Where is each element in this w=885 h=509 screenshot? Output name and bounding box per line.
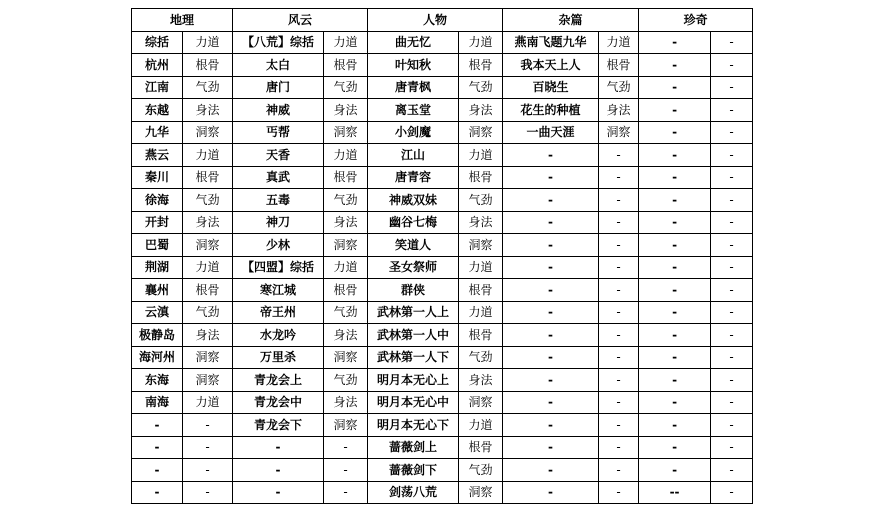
miscellany-item-name: -	[503, 481, 599, 504]
geography-item-name: 襄州	[132, 279, 183, 302]
miscellany-item-name: -	[503, 144, 599, 167]
fengyun-item-name: 水龙吟	[233, 324, 324, 347]
characters-item-name: 武林第一人下	[368, 346, 459, 369]
rarities-attribute: -	[711, 414, 753, 437]
geography-attribute: 气劲	[183, 189, 233, 212]
rarities-item-name: -	[639, 346, 711, 369]
miscellany-attribute: -	[599, 166, 639, 189]
fengyun-attribute: -	[324, 459, 368, 482]
fengyun-attribute: -	[324, 481, 368, 504]
geography-item-name: 徐海	[132, 189, 183, 212]
table-header	[132, 9, 753, 32]
characters-attribute: 根骨	[459, 166, 503, 189]
geography-attribute: 洞察	[183, 121, 233, 144]
rarities-item-name: -	[639, 256, 711, 279]
table-row	[132, 346, 753, 369]
geography-item-name: 杭州	[132, 54, 183, 77]
rarities-item-name: -	[639, 459, 711, 482]
miscellany-item-name: -	[503, 234, 599, 257]
fengyun-item-name: 青龙会下	[233, 414, 324, 437]
column-header-fengyun: 风云	[233, 9, 368, 32]
miscellany-item-name: -	[503, 189, 599, 212]
geography-item-name: 巴蜀	[132, 234, 183, 257]
characters-attribute: 力道	[459, 144, 503, 167]
characters-item-name: 幽谷七梅	[368, 211, 459, 234]
table-row	[132, 121, 753, 144]
geography-item-name: 极静岛	[132, 324, 183, 347]
rarities-item-name: -	[639, 189, 711, 212]
characters-attribute: 根骨	[459, 279, 503, 302]
rarities-attribute: -	[711, 324, 753, 347]
fengyun-item-name: 五毒	[233, 189, 324, 212]
geography-attribute: 力道	[183, 31, 233, 54]
fengyun-attribute: 力道	[324, 31, 368, 54]
table-body	[132, 31, 753, 504]
characters-item-name: 神威双妹	[368, 189, 459, 212]
miscellany-attribute: -	[599, 301, 639, 324]
characters-item-name: 明月本无心中	[368, 391, 459, 414]
column-header-characters: 人物	[368, 9, 503, 32]
miscellany-item-name: -	[503, 256, 599, 279]
fengyun-attribute: 力道	[324, 256, 368, 279]
miscellany-item-name: -	[503, 391, 599, 414]
miscellany-attribute: -	[599, 324, 639, 347]
table-row	[132, 256, 753, 279]
geography-attribute: 洞察	[183, 346, 233, 369]
fengyun-item-name: -	[233, 481, 324, 504]
rarities-item-name: -	[639, 391, 711, 414]
miscellany-attribute: 根骨	[599, 54, 639, 77]
geography-item-name: 开封	[132, 211, 183, 234]
geography-item-name: 荆湖	[132, 256, 183, 279]
table-row	[132, 369, 753, 392]
miscellany-attribute: -	[599, 189, 639, 212]
rarities-attribute: -	[711, 76, 753, 99]
geography-attribute: -	[183, 414, 233, 437]
fengyun-attribute: -	[324, 436, 368, 459]
characters-item-name: 群侠	[368, 279, 459, 302]
geography-attribute: 力道	[183, 391, 233, 414]
miscellany-item-name: -	[503, 324, 599, 347]
rarities-attribute: -	[711, 121, 753, 144]
fengyun-attribute: 身法	[324, 211, 368, 234]
geography-attribute: 身法	[183, 324, 233, 347]
fengyun-item-name: 神威	[233, 99, 324, 122]
miscellany-item-name: -	[503, 346, 599, 369]
fengyun-item-name: 【四盟】综括	[233, 256, 324, 279]
characters-attribute: 力道	[459, 31, 503, 54]
characters-item-name: 曲无忆	[368, 31, 459, 54]
fengyun-attribute: 气劲	[324, 76, 368, 99]
table-row	[132, 459, 753, 482]
miscellany-attribute: -	[599, 459, 639, 482]
miscellany-item-name: 百晓生	[503, 76, 599, 99]
fengyun-item-name: 天香	[233, 144, 324, 167]
fengyun-item-name: 寒江城	[233, 279, 324, 302]
miscellany-attribute: 身法	[599, 99, 639, 122]
table-row	[132, 76, 753, 99]
characters-attribute: 力道	[459, 301, 503, 324]
characters-attribute: 力道	[459, 414, 503, 437]
rarities-attribute: -	[711, 211, 753, 234]
fengyun-item-name: 青龙会中	[233, 391, 324, 414]
geography-item-name: 东越	[132, 99, 183, 122]
characters-item-name: 唐青枫	[368, 76, 459, 99]
fengyun-item-name: -	[233, 436, 324, 459]
fengyun-attribute: 根骨	[324, 166, 368, 189]
rarities-attribute: -	[711, 346, 753, 369]
rarities-item-name: -	[639, 279, 711, 302]
geography-attribute: 洞察	[183, 234, 233, 257]
rarities-attribute: -	[711, 256, 753, 279]
fengyun-item-name: 【八荒】综括	[233, 31, 324, 54]
geography-item-name: 秦川	[132, 166, 183, 189]
fengyun-item-name: 太白	[233, 54, 324, 77]
characters-item-name: 圣女祭师	[368, 256, 459, 279]
fengyun-attribute: 洞察	[324, 234, 368, 257]
geography-attribute: 根骨	[183, 54, 233, 77]
geography-attribute: 根骨	[183, 279, 233, 302]
geography-attribute: 气劲	[183, 301, 233, 324]
table-row	[132, 99, 753, 122]
miscellany-item-name: -	[503, 166, 599, 189]
column-header-rarities: 珍奇	[639, 9, 753, 32]
table-row	[132, 144, 753, 167]
characters-attribute: 身法	[459, 99, 503, 122]
geography-item-name: 综括	[132, 31, 183, 54]
table-row	[132, 279, 753, 302]
rarities-attribute: -	[711, 279, 753, 302]
characters-attribute: 气劲	[459, 459, 503, 482]
fengyun-attribute: 根骨	[324, 279, 368, 302]
characters-attribute: 洞察	[459, 234, 503, 257]
geography-item-name: -	[132, 481, 183, 504]
geography-item-name: -	[132, 459, 183, 482]
miscellany-attribute: -	[599, 279, 639, 302]
header-row	[132, 9, 753, 32]
geography-attribute: 气劲	[183, 76, 233, 99]
table-row	[132, 436, 753, 459]
miscellany-item-name: -	[503, 369, 599, 392]
table-row	[132, 414, 753, 437]
miscellany-attribute: -	[599, 144, 639, 167]
rarities-attribute: -	[711, 99, 753, 122]
table-row	[132, 481, 753, 504]
characters-attribute: 洞察	[459, 481, 503, 504]
characters-item-name: 明月本无心下	[368, 414, 459, 437]
fengyun-attribute: 气劲	[324, 369, 368, 392]
rarities-attribute: -	[711, 144, 753, 167]
rarities-item-name: -	[639, 166, 711, 189]
miscellany-attribute: -	[599, 234, 639, 257]
fengyun-attribute: 身法	[324, 99, 368, 122]
fengyun-attribute: 根骨	[324, 54, 368, 77]
attribute-table	[131, 8, 753, 504]
characters-attribute: 气劲	[459, 189, 503, 212]
miscellany-attribute: -	[599, 481, 639, 504]
geography-attribute: 根骨	[183, 166, 233, 189]
miscellany-attribute: -	[599, 391, 639, 414]
characters-item-name: 笑道人	[368, 234, 459, 257]
geography-item-name: -	[132, 436, 183, 459]
table-row	[132, 54, 753, 77]
geography-item-name: 东海	[132, 369, 183, 392]
column-header-geography: 地理	[132, 9, 233, 32]
fengyun-item-name: 神刀	[233, 211, 324, 234]
characters-attribute: 身法	[459, 211, 503, 234]
rarities-attribute: -	[711, 54, 753, 77]
characters-item-name: 剑荡八荒	[368, 481, 459, 504]
characters-item-name: 蔷薇剑下	[368, 459, 459, 482]
geography-item-name: 海河州	[132, 346, 183, 369]
geography-attribute: 身法	[183, 211, 233, 234]
fengyun-attribute: 身法	[324, 391, 368, 414]
fengyun-attribute: 洞察	[324, 414, 368, 437]
rarities-attribute: -	[711, 189, 753, 212]
characters-attribute: 洞察	[459, 121, 503, 144]
characters-attribute: 气劲	[459, 76, 503, 99]
miscellany-item-name: 花生的种植	[503, 99, 599, 122]
geography-attribute: 身法	[183, 99, 233, 122]
geography-item-name: 九华	[132, 121, 183, 144]
rarities-item-name: -	[639, 31, 711, 54]
fengyun-attribute: 气劲	[324, 189, 368, 212]
fengyun-item-name: 青龙会上	[233, 369, 324, 392]
characters-attribute: 身法	[459, 369, 503, 392]
fengyun-item-name: 万里杀	[233, 346, 324, 369]
rarities-attribute: -	[711, 369, 753, 392]
rarities-item-name: -	[639, 144, 711, 167]
characters-item-name: 离玉堂	[368, 99, 459, 122]
fengyun-item-name: 少林	[233, 234, 324, 257]
rarities-item-name: -	[639, 301, 711, 324]
rarities-attribute: -	[711, 31, 753, 54]
characters-item-name: 小剑魔	[368, 121, 459, 144]
rarities-item-name: -	[639, 414, 711, 437]
miscellany-attribute: -	[599, 369, 639, 392]
miscellany-item-name: -	[503, 211, 599, 234]
column-header-miscellany: 杂篇	[503, 9, 639, 32]
geography-attribute: -	[183, 459, 233, 482]
characters-attribute: 力道	[459, 256, 503, 279]
fengyun-attribute: 身法	[324, 324, 368, 347]
characters-attribute: 气劲	[459, 346, 503, 369]
rarities-item-name: -	[639, 121, 711, 144]
geography-attribute: 力道	[183, 256, 233, 279]
geography-item-name: 南海	[132, 391, 183, 414]
miscellany-item-name: 我本天上人	[503, 54, 599, 77]
geography-attribute: 力道	[183, 144, 233, 167]
table-row	[132, 391, 753, 414]
miscellany-attribute: 力道	[599, 31, 639, 54]
rarities-attribute: -	[711, 481, 753, 504]
rarities-attribute: -	[711, 391, 753, 414]
geography-attribute: -	[183, 436, 233, 459]
geography-item-name: 云滇	[132, 301, 183, 324]
fengyun-attribute: 洞察	[324, 121, 368, 144]
miscellany-item-name: -	[503, 301, 599, 324]
rarities-item-name: -	[639, 211, 711, 234]
fengyun-attribute: 力道	[324, 144, 368, 167]
fengyun-item-name: 真武	[233, 166, 324, 189]
geography-item-name: 江南	[132, 76, 183, 99]
rarities-item-name: -	[639, 54, 711, 77]
table-row	[132, 324, 753, 347]
table-row	[132, 211, 753, 234]
table-row	[132, 189, 753, 212]
fengyun-item-name: 帝王州	[233, 301, 324, 324]
characters-item-name: 武林第一人上	[368, 301, 459, 324]
characters-item-name: 武林第一人中	[368, 324, 459, 347]
miscellany-item-name: -	[503, 436, 599, 459]
characters-attribute: 根骨	[459, 54, 503, 77]
geography-item-name: -	[132, 414, 183, 437]
fengyun-item-name: -	[233, 459, 324, 482]
miscellany-attribute: 洞察	[599, 121, 639, 144]
fengyun-attribute: 气劲	[324, 301, 368, 324]
characters-item-name: 蔷薇剑上	[368, 436, 459, 459]
rarities-attribute: -	[711, 301, 753, 324]
characters-item-name: 叶知秋	[368, 54, 459, 77]
miscellany-attribute: -	[599, 211, 639, 234]
rarities-attribute: -	[711, 166, 753, 189]
fengyun-attribute: 洞察	[324, 346, 368, 369]
characters-item-name: 唐青容	[368, 166, 459, 189]
rarities-item-name: -	[639, 369, 711, 392]
rarities-attribute: -	[711, 234, 753, 257]
geography-attribute: 洞察	[183, 369, 233, 392]
fengyun-item-name: 丐帮	[233, 121, 324, 144]
characters-item-name: 明月本无心上	[368, 369, 459, 392]
miscellany-attribute: 气劲	[599, 76, 639, 99]
miscellany-item-name: -	[503, 459, 599, 482]
miscellany-item-name: -	[503, 279, 599, 302]
miscellany-attribute: -	[599, 346, 639, 369]
geography-attribute: -	[183, 481, 233, 504]
characters-attribute: 根骨	[459, 436, 503, 459]
miscellany-item-name: -	[503, 414, 599, 437]
geography-item-name: 燕云	[132, 144, 183, 167]
rarities-item-name: -	[639, 234, 711, 257]
rarities-item-name: -	[639, 99, 711, 122]
miscellany-item-name: 燕南飞题九华	[503, 31, 599, 54]
rarities-item-name: --	[639, 481, 711, 504]
table-row	[132, 234, 753, 257]
miscellany-attribute: -	[599, 256, 639, 279]
miscellany-attribute: -	[599, 414, 639, 437]
characters-item-name: 江山	[368, 144, 459, 167]
table-row	[132, 31, 753, 54]
miscellany-item-name: 一曲天涯	[503, 121, 599, 144]
characters-attribute: 洞察	[459, 391, 503, 414]
rarities-item-name: -	[639, 76, 711, 99]
rarities-item-name: -	[639, 324, 711, 347]
table-row	[132, 301, 753, 324]
rarities-item-name: -	[639, 436, 711, 459]
rarities-attribute: -	[711, 459, 753, 482]
miscellany-attribute: -	[599, 436, 639, 459]
rarities-attribute: -	[711, 436, 753, 459]
characters-attribute: 根骨	[459, 324, 503, 347]
table-row	[132, 166, 753, 189]
fengyun-item-name: 唐门	[233, 76, 324, 99]
